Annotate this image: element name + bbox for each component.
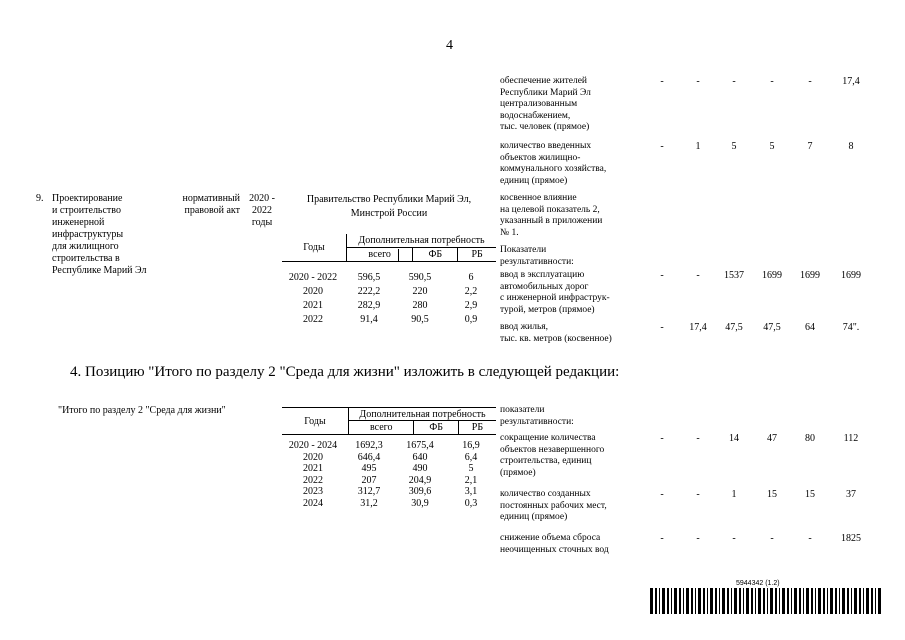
measure-period-line: годы	[251, 217, 273, 228]
indicator-value: -	[660, 433, 664, 444]
page-number: 4	[446, 38, 453, 53]
financing-row	[282, 498, 496, 510]
indicator-line: ввод в эксплуатацию	[500, 270, 585, 280]
indicator-line: коммунального хозяйства,	[500, 164, 607, 174]
indicator-value: 80	[805, 433, 815, 444]
indicator-line: обеспечение жителей	[500, 76, 588, 86]
indicator-value: 5	[769, 141, 775, 152]
indicator-value: -	[770, 76, 774, 87]
financing-cell-fb: 1675,4	[406, 440, 434, 451]
financing-cell-rb: 6,4	[464, 451, 478, 463]
indicator-text	[500, 322, 640, 345]
col-fb: ФБ	[413, 248, 458, 262]
indicator-value: 1537	[724, 270, 744, 281]
col-years: Годы	[282, 408, 349, 435]
indicator-value: 1825	[841, 533, 861, 544]
financing-row	[282, 486, 496, 498]
indicator-line: автомобильных дорог	[500, 281, 589, 292]
financing-cell-fb: 280	[412, 300, 428, 311]
indicator-value: 15	[805, 489, 815, 500]
indicator-line: водоснабжением,	[500, 110, 571, 121]
measure-name-line: для жилищного	[52, 241, 119, 252]
financing-cell-total: 1692,3	[355, 440, 383, 451]
measure-type	[168, 193, 240, 217]
financing-cell-year: 2021	[303, 300, 323, 311]
measure-period	[244, 193, 280, 229]
col-rb: РБ	[471, 422, 484, 433]
indicator-value: -	[808, 533, 812, 544]
financing-cell-total: 596,5	[357, 272, 381, 283]
financing-cell-total: 312,7	[357, 486, 381, 497]
indicator-line: неочищенных сточных вод	[500, 544, 609, 555]
measure-period-line: 2022	[252, 205, 272, 216]
indicator-value: -	[660, 533, 664, 544]
financing-table-itogo	[282, 407, 496, 434]
financing-cell-year: 2020 - 2024	[288, 440, 338, 451]
row-number: 9.	[36, 193, 44, 204]
indicator-text	[500, 533, 640, 556]
indicator-line: постоянных рабочих мест,	[500, 500, 607, 511]
table-rule	[282, 261, 496, 262]
indicator-value: -	[808, 76, 812, 87]
financing-rows-itogo	[282, 440, 496, 509]
financing-cell-total: 495	[361, 463, 377, 474]
indicator-line: строительства, единиц	[500, 456, 592, 466]
financing-cell-rb: 0,3	[464, 497, 478, 509]
financing-cell-total: 207	[361, 474, 377, 486]
financing-cell-rb: 5	[468, 463, 474, 474]
indicator-line: сокращение количества	[500, 433, 596, 443]
financing-cell-rb: 2,9	[464, 300, 478, 311]
indicator-value: 47,5	[763, 322, 781, 333]
financing-row	[282, 452, 496, 464]
indicator-line: единиц (прямое)	[500, 175, 568, 186]
col-rb: РБ	[471, 249, 483, 260]
measure-executors	[282, 193, 496, 221]
financing-rows-row9	[282, 271, 496, 327]
financing-cell-total: 222,2	[357, 286, 381, 297]
measure-name-line: инженерной	[52, 217, 105, 228]
indicator-text	[500, 141, 640, 187]
financing-cell-rb: 16,9	[462, 440, 480, 451]
indicator-value: -	[770, 533, 774, 544]
financing-row	[282, 271, 496, 285]
measure-name-line: Проектирование	[52, 193, 123, 204]
financing-cell-fb: 640	[412, 451, 428, 463]
indicator-line: показатели	[500, 405, 545, 415]
financing-cell-rb: 3,1	[464, 486, 478, 497]
indicator-line: количество созданных	[500, 489, 591, 499]
indicator-text	[500, 193, 640, 239]
measure-executor-line: Минстрой России	[350, 208, 428, 219]
indicator-line: результативности:	[500, 416, 574, 427]
amendment-heading: 4. Позицию "Итого по разделу 2 "Среда для жизни" изложить в следующей редакции:	[70, 364, 620, 380]
indicator-value: 47,5	[725, 322, 743, 333]
indicator-value: 1699	[841, 270, 861, 281]
col-fb: ФБ	[414, 421, 458, 435]
indicator-line: единиц (прямое)	[500, 512, 568, 522]
measure-executor-line: Правительство Республики Марий Эл,	[306, 194, 472, 205]
financing-cell-year: 2020	[303, 451, 323, 463]
table-rule	[398, 249, 399, 261]
indicator-value: -	[660, 270, 664, 281]
indicator-value: 1699	[762, 270, 782, 281]
financing-cell-fb: 590,5	[408, 272, 432, 283]
col-total: всего	[347, 248, 413, 262]
financing-table-row9	[282, 234, 496, 261]
indicator-value: -	[732, 533, 736, 544]
barcode-code: 5944342 (1.2)	[736, 580, 780, 587]
indicator-value: 1	[731, 489, 737, 500]
indicator-value: -	[696, 533, 700, 544]
col-group: Дополнительная потребность	[347, 234, 497, 248]
itogo-label: "Итого по разделу 2 "Среда для жизни"	[58, 405, 226, 416]
indicator-value: -	[696, 489, 700, 500]
indicator-line: (прямое)	[500, 467, 536, 478]
indicator-line: объектов незавершенного	[500, 444, 605, 455]
indicator-line: объектов жилищно-	[500, 152, 581, 163]
financing-cell-total: 31,2	[360, 497, 378, 509]
indicator-value: -	[696, 76, 700, 87]
financing-cell-fb: 90,5	[411, 314, 429, 325]
indicator-line: снижение объема сброса	[500, 533, 601, 543]
indicator-value: 1699	[800, 270, 820, 281]
financing-cell-fb: 220	[412, 286, 428, 297]
indicator-value: 14	[729, 433, 739, 444]
indicator-value: -	[660, 141, 664, 152]
financing-row	[282, 313, 496, 327]
indicator-line: количество введенных	[500, 141, 592, 151]
measure-name	[52, 193, 172, 277]
measure-name-line: инфраструктуры	[52, 229, 124, 240]
financing-row	[282, 285, 496, 299]
financing-cell-year: 2022	[303, 474, 323, 486]
measure-name-line: Республике Марий Эл	[52, 265, 147, 276]
indicator-value: 1	[695, 141, 701, 152]
financing-row	[282, 475, 496, 487]
financing-cell-rb: 6	[468, 272, 474, 283]
indicator-value: 74".	[842, 322, 860, 333]
indicator-line: тыс. кв. метров (косвенное)	[500, 333, 612, 344]
financing-cell-fb: 490	[412, 463, 428, 474]
financing-cell-year: 2020 - 2022	[288, 272, 338, 283]
financing-row	[282, 299, 496, 313]
indicator-value: 17,4	[689, 322, 707, 333]
indicator-line: указанный в приложении	[500, 216, 603, 226]
col-group: Дополнительная потребность	[349, 408, 497, 421]
indicator-line: косвенное влияние	[500, 193, 577, 203]
barcode-gap	[881, 588, 883, 614]
financing-cell-total: 646,4	[357, 451, 381, 463]
indicator-text	[500, 433, 640, 479]
indicator-value: 5	[731, 141, 737, 152]
financing-cell-total: 91,4	[360, 314, 378, 325]
indicator-value: -	[660, 322, 664, 333]
indicator-line: № 1.	[500, 227, 519, 238]
measure-name-line: и строительство	[52, 205, 121, 216]
indicator-value: -	[660, 489, 664, 500]
col-total: всего	[349, 421, 414, 435]
measure-name-line: строительства в	[52, 253, 120, 264]
indicator-value: -	[732, 76, 736, 87]
indicator-line: тыс. человек (прямое)	[500, 122, 590, 132]
financing-cell-fb: 30,9	[411, 497, 429, 509]
financing-cell-rb: 2,1	[464, 474, 478, 486]
barcode-image	[650, 588, 886, 614]
indicator-line: турой, метров (прямое)	[500, 304, 595, 315]
indicator-value: 15	[767, 489, 777, 500]
financing-cell-year: 2023	[303, 486, 323, 497]
indicator-value: -	[696, 433, 700, 444]
indicator-line: на целевой показатель 2,	[500, 204, 600, 215]
indicator-text	[500, 405, 640, 428]
financing-cell-year: 2020	[303, 286, 323, 297]
indicator-value: 64	[805, 322, 815, 333]
financing-cell-fb: 309,6	[408, 486, 432, 497]
measure-period-line: 2020 -	[249, 193, 275, 204]
measure-type-line: нормативный	[182, 193, 240, 204]
indicator-line: Республики Марий Эл	[500, 87, 591, 98]
indicator-value: 17,4	[842, 76, 860, 87]
indicator-value: -	[696, 270, 700, 281]
financing-cell-year: 2024	[303, 497, 323, 509]
indicator-value: 37	[846, 489, 856, 500]
indicator-value: 8	[848, 141, 854, 152]
table-rule	[282, 434, 496, 435]
indicator-text	[500, 270, 640, 316]
col-years: Годы	[282, 234, 347, 261]
indicator-line: с инженерной инфраструк-	[500, 293, 610, 303]
indicator-line: централизованным	[500, 99, 578, 109]
indicator-line: результативности:	[500, 256, 574, 267]
financing-cell-year: 2022	[303, 314, 323, 325]
indicator-text	[500, 76, 640, 134]
indicator-value: 47	[767, 433, 777, 444]
indicator-text	[500, 245, 640, 268]
financing-cell-fb: 204,9	[408, 474, 432, 486]
indicator-text	[500, 489, 640, 524]
financing-cell-year: 2021	[303, 463, 323, 474]
indicator-value: 112	[843, 433, 859, 444]
financing-cell-rb: 2,2	[464, 286, 478, 297]
measure-type-line: правовой акт	[184, 205, 240, 216]
indicator-value: -	[660, 76, 664, 87]
indicator-value: 7	[807, 141, 813, 152]
financing-cell-total: 282,9	[357, 300, 381, 311]
indicator-line: ввод жилья,	[500, 322, 549, 332]
financing-row	[282, 440, 496, 452]
financing-cell-rb: 0,9	[464, 314, 478, 325]
financing-row	[282, 463, 496, 475]
indicator-line: Показатели	[500, 245, 547, 255]
